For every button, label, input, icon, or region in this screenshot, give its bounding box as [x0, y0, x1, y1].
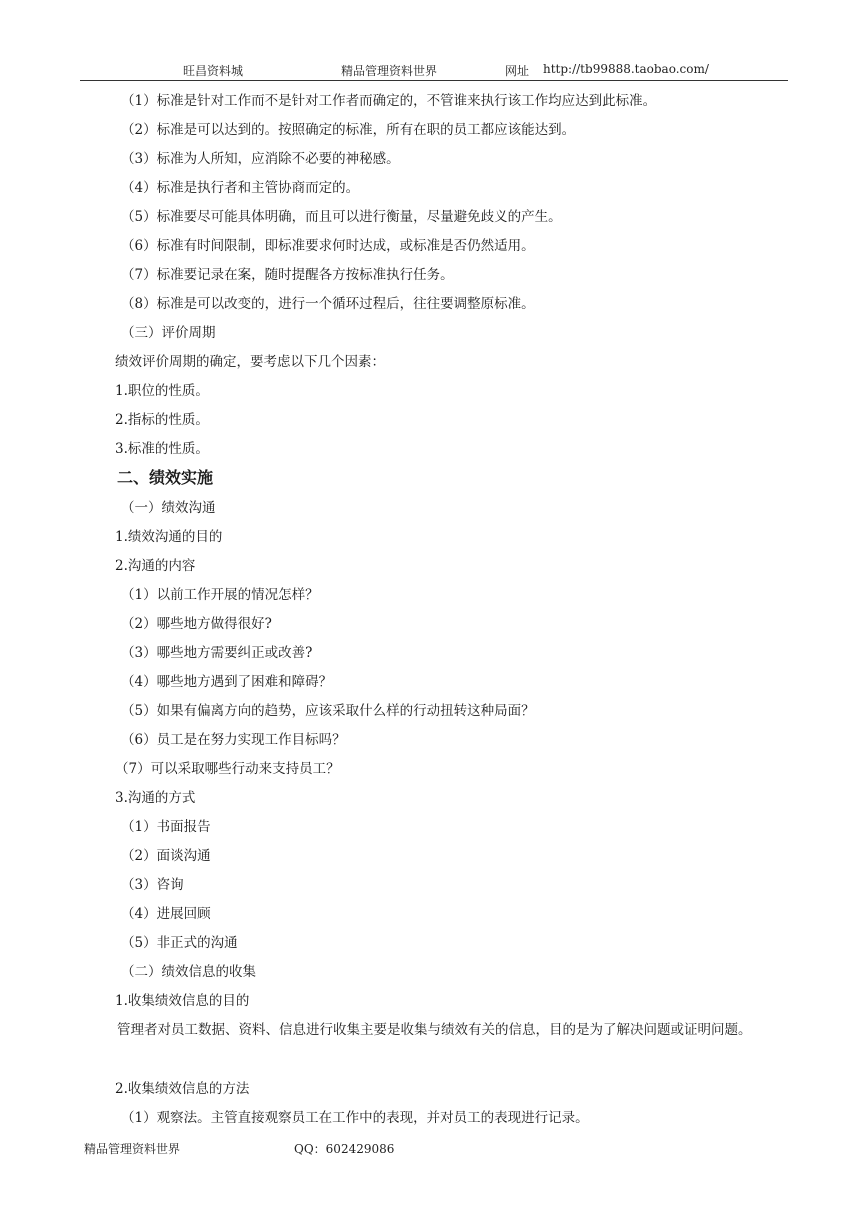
content-item: （2）哪些地方做得很好? [121, 616, 272, 632]
method-item: （3）咨询 [121, 877, 184, 893]
header-world: 精品管理资料世界 [341, 64, 438, 78]
section-title: 二、绩效实施 [117, 468, 214, 487]
header-divider [80, 80, 788, 81]
cycle-factor: 2.指标的性质。 [115, 412, 209, 428]
header-url-label: 网址 [505, 64, 530, 78]
header-shop: 旺昌资料城 [183, 64, 244, 78]
footer-left: 精品管理资料世界 [84, 1142, 181, 1156]
collection-purpose-text: 管理者对员工数据、资料、信息进行收集主要是收集与绩效有关的信息，目的是为了解决问题或证明问题。 [117, 1022, 752, 1038]
content-item: （5）如果有偏离方向的趋势，应该采取什么样的行动扭转这种局面？ [121, 703, 535, 719]
content-item: （7）可以采取哪些行动来支持员工？ [115, 761, 340, 777]
cycle-factor: 3.标准的性质。 [115, 441, 209, 457]
method-item: （5）非正式的沟通 [121, 935, 238, 951]
standard-item: （5）标准要尽可能具体明确，而且可以进行衡量，尽量避免歧义的产生。 [121, 209, 562, 225]
content-item: （4）哪些地方遇到了困难和障碍？ [121, 674, 333, 690]
standard-item: （3）标准为人所知，应消除不必要的神秘感。 [121, 151, 400, 167]
method-item: （2）面谈沟通 [121, 848, 211, 864]
content-item: （3）哪些地方需要纠正或改善? [121, 645, 313, 661]
standard-item: （4）标准是执行者和主管协商而定的。 [121, 180, 360, 196]
collection-method-item: （1）观察法。主管直接观察员工在工作中的表现，并对员工的表现进行记录。 [121, 1110, 589, 1126]
standard-item: （1）标准是针对工作而不是针对工作者而确定的，不管谁来执行该工作均应达到此标准。 [121, 93, 657, 109]
method-item: （4）进展回顾 [121, 906, 211, 922]
method-item: （1）书面报告 [121, 819, 211, 835]
collection-methods-heading: 2.收集绩效信息的方法 [115, 1081, 250, 1097]
communication-methods-heading: 3.沟通的方式 [115, 790, 196, 806]
page-header [0, 62, 868, 80]
cycle-intro: 绩效评价周期的确定，要考虑以下几个因素： [115, 354, 385, 370]
header-url: http://tb99888.taobao.com/ [543, 62, 709, 76]
communication-heading: （一）绩效沟通 [121, 500, 216, 516]
cycle-heading: （三）评价周期 [121, 325, 216, 341]
standard-item: （6）标准有时间限制，即标准要求何时达成，或标准是否仍然适用。 [121, 238, 535, 254]
communication-content-heading: 2.沟通的内容 [115, 558, 196, 574]
content-item: （6）员工是在努力实现工作目标吗？ [121, 732, 346, 748]
content-item: （1）以前工作开展的情况怎样？ [121, 587, 319, 603]
collection-purpose-heading: 1.收集绩效信息的目的 [115, 993, 250, 1009]
standard-item: （2）标准是可以达到的。按照确定的标准，所有在职的员工都应该能达到。 [121, 122, 576, 138]
standard-item: （8）标准是可以改变的，进行一个循环过程后，往往要调整原标准。 [121, 296, 535, 312]
communication-purpose: 1.绩效沟通的目的 [115, 529, 223, 545]
collection-heading: （二）绩效信息的收集 [121, 964, 256, 980]
footer-qq: QQ：602429086 [294, 1142, 395, 1156]
standard-item: （7）标准要记录在案，随时提醒各方按标准执行任务。 [121, 267, 454, 283]
cycle-factor: 1.职位的性质。 [115, 383, 209, 399]
